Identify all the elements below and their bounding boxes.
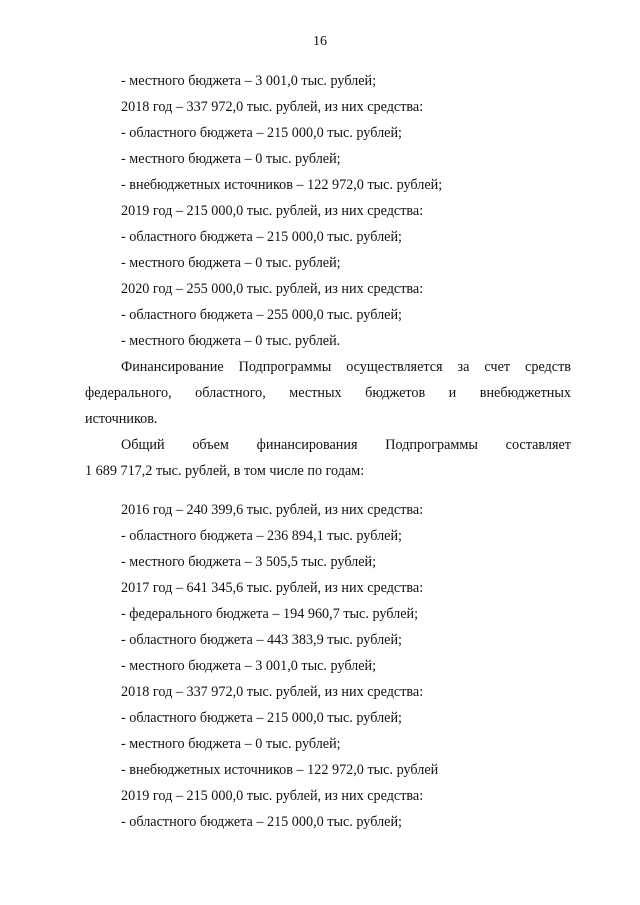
text-line: 2016 год – 240 399,6 тыс. рублей, из них средства: <box>121 502 424 518</box>
text-line: - областного бюджета – 215 000,0 тыс. рублей; <box>121 814 402 830</box>
text-line: 2017 год – 641 345,6 тыс. рублей, из них средства: <box>121 580 424 596</box>
word: счет <box>484 359 511 375</box>
text-line: - местного бюджета – 0 тыс. рублей; <box>121 151 341 167</box>
text-line: 2019 год – 215 000,0 тыс. рублей, из них средства: <box>121 788 424 804</box>
paragraph-line: 1 689 717,2 тыс. рублей, в том числе по годам: <box>85 463 365 479</box>
text-line: - местного бюджета – 0 тыс. рублей. <box>121 333 341 349</box>
word: Подпрограммы <box>238 359 332 375</box>
text-line: - областного бюджета – 255 000,0 тыс. рублей; <box>121 307 402 323</box>
text-line: - внебюджетных источников – 122 972,0 тыс. рублей; <box>121 177 443 193</box>
word: осуществляется <box>346 359 443 375</box>
word: объем <box>192 437 229 453</box>
text-line: - местного бюджета – 3 505,5 тыс. рублей; <box>121 554 377 570</box>
text-line: 2020 год – 255 000,0 тыс. рублей, из них средства: <box>121 281 424 297</box>
paragraph-line <box>85 384 571 402</box>
text-line: - областного бюджета – 215 000,0 тыс. рублей; <box>121 125 402 141</box>
word: местных <box>289 385 342 401</box>
word: бюджетов <box>365 385 426 401</box>
paragraph-line <box>121 358 571 376</box>
text-line: - местного бюджета – 0 тыс. рублей; <box>121 736 341 752</box>
text-line: - местного бюджета – 0 тыс. рублей; <box>121 255 341 271</box>
text-line: - местного бюджета – 3 001,0 тыс. рублей; <box>121 73 377 89</box>
text-line: - федерального бюджета – 194 960,7 тыс. рублей; <box>121 606 419 622</box>
word: за <box>457 359 470 375</box>
text-line: - областного бюджета – 443 383,9 тыс. рублей; <box>121 632 402 648</box>
word: Общий <box>121 437 165 453</box>
text-line: - областного бюджета – 215 000,0 тыс. рублей; <box>121 229 402 245</box>
text-line: 2018 год – 337 972,0 тыс. рублей, из них средства: <box>121 684 424 700</box>
paragraph-line <box>121 436 571 454</box>
text-line: - внебюджетных источников – 122 972,0 тыс. рублей <box>121 762 439 778</box>
word: Подпрограммы <box>385 437 478 453</box>
word: и <box>448 385 457 401</box>
word: внебюджетных <box>479 385 571 401</box>
text-line: - областного бюджета – 215 000,0 тыс. рублей; <box>121 710 402 726</box>
text-line: - областного бюджета – 236 894,1 тыс. рублей; <box>121 528 402 544</box>
text-line: 2018 год – 337 972,0 тыс. рублей, из них средства: <box>121 99 424 115</box>
word: федерального, <box>85 385 172 401</box>
word: областного, <box>195 385 266 401</box>
text-line: - местного бюджета – 3 001,0 тыс. рублей; <box>121 658 377 674</box>
page-number: 16 <box>313 34 327 49</box>
word: средств <box>525 359 571 375</box>
word: Финансирование <box>121 359 224 375</box>
text-line: 2019 год – 215 000,0 тыс. рублей, из них средства: <box>121 203 424 219</box>
paragraph-line: источников. <box>85 411 158 427</box>
word: составляет <box>505 437 571 453</box>
word: финансирования <box>256 437 358 453</box>
